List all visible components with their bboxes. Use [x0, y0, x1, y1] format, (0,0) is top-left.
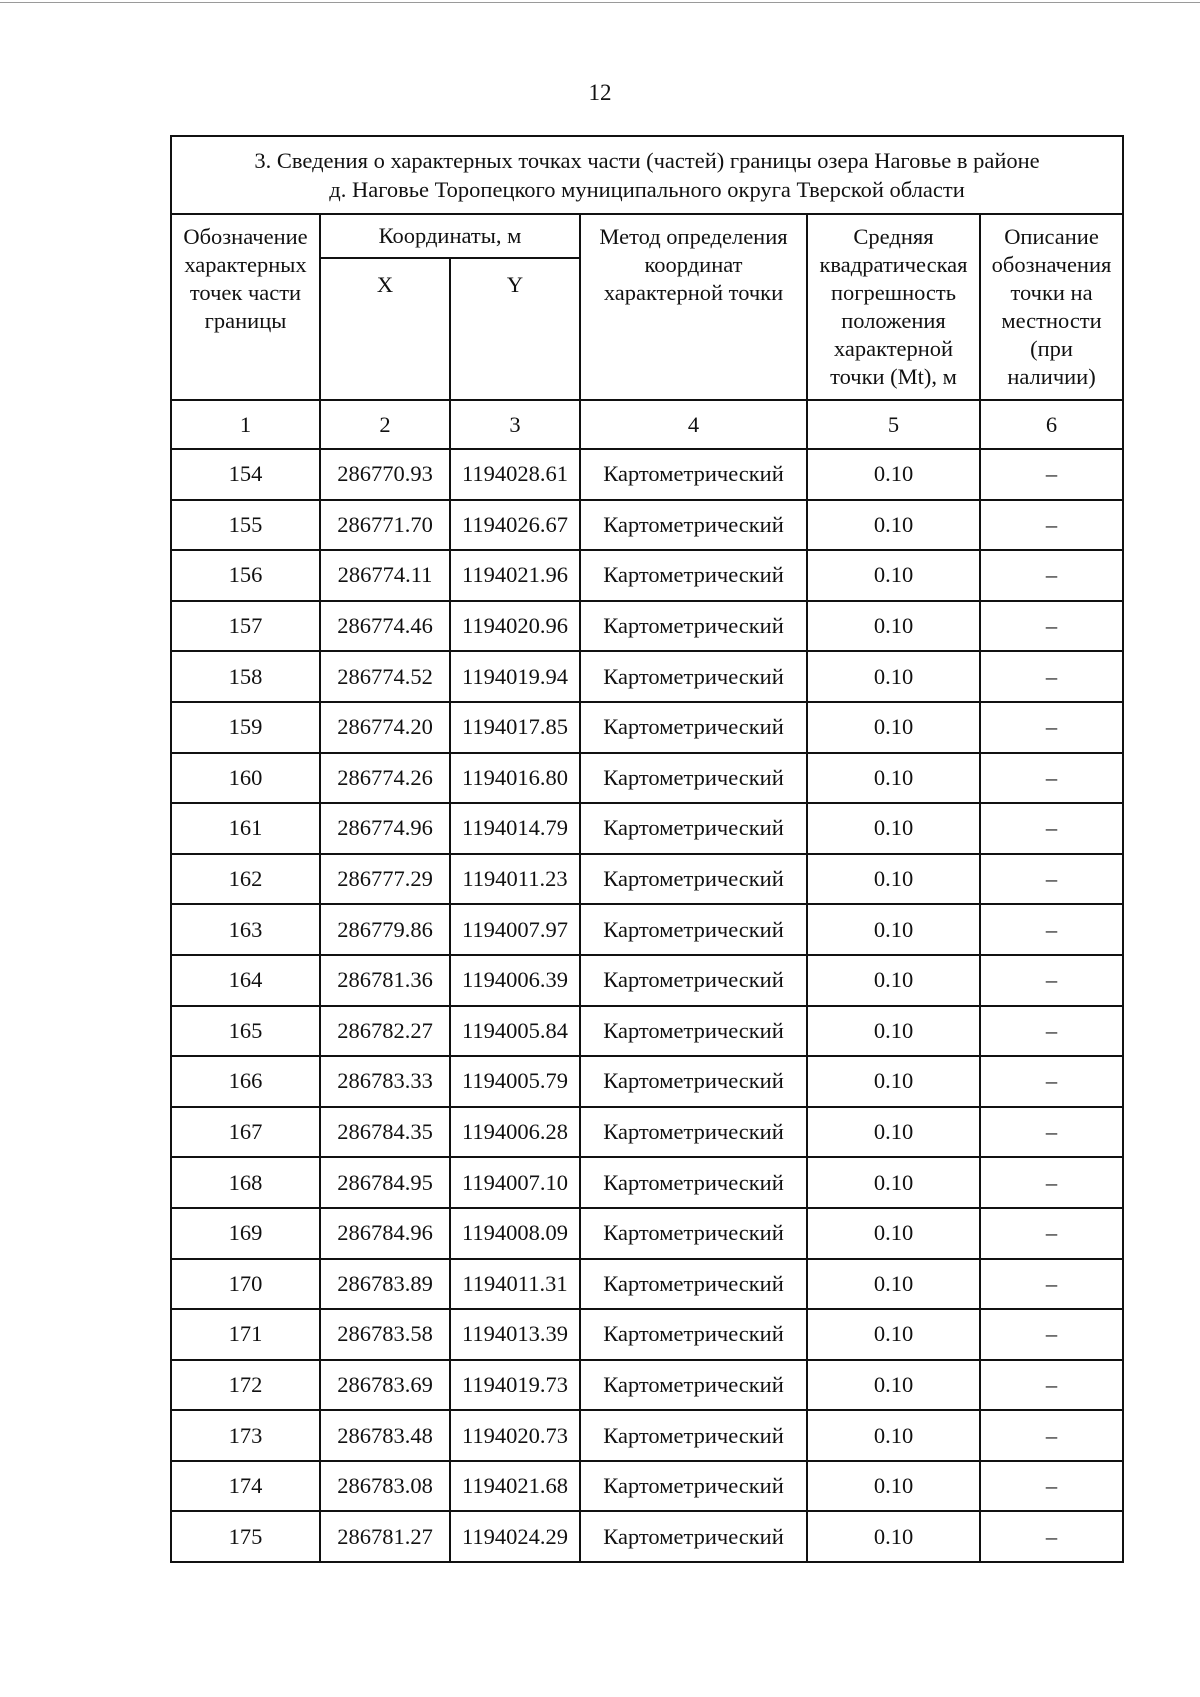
x-coordinate-cell: 286774.46 [320, 601, 450, 652]
header-method-line: координат [644, 252, 743, 277]
y-coordinate-cell: 1194011.31 [450, 1259, 580, 1310]
error-cell: 0.10 [807, 854, 980, 905]
method-cell: Картометрический [580, 1157, 807, 1208]
table-row [171, 500, 1123, 551]
x-coordinate-cell: 286783.69 [320, 1360, 450, 1411]
method-cell: Картометрический [580, 1259, 807, 1310]
x-coordinate-cell: 286782.27 [320, 1006, 450, 1057]
error-cell: 0.10 [807, 1511, 980, 1562]
table-row [171, 803, 1123, 854]
x-coordinate-cell: 286774.11 [320, 550, 450, 601]
description-cell: – [980, 550, 1123, 601]
x-coordinate-cell: 286781.27 [320, 1511, 450, 1562]
description-cell: – [980, 955, 1123, 1006]
method-cell: Картометрический [580, 1360, 807, 1411]
description-cell: – [980, 1511, 1123, 1562]
point-id-cell: 154 [171, 449, 320, 500]
description-cell: – [980, 601, 1123, 652]
description-cell: – [980, 753, 1123, 804]
table-row [171, 1157, 1123, 1208]
error-cell: 0.10 [807, 753, 980, 804]
table-row [171, 904, 1123, 955]
y-coordinate-cell: 1194019.94 [450, 651, 580, 702]
y-coordinate-cell: 1194026.67 [450, 500, 580, 551]
column-numbers-row [171, 400, 1123, 449]
point-id-cell: 167 [171, 1107, 320, 1158]
point-id-cell: 162 [171, 854, 320, 905]
description-cell: – [980, 1006, 1123, 1057]
column-number: 2 [320, 400, 450, 449]
header-point-designation-line: границы [204, 308, 287, 333]
error-cell: 0.10 [807, 1360, 980, 1411]
x-coordinate-cell: 286783.48 [320, 1410, 450, 1461]
point-id-cell: 164 [171, 955, 320, 1006]
table-row [171, 854, 1123, 905]
table-row [171, 1511, 1123, 1562]
error-cell: 0.10 [807, 1157, 980, 1208]
description-cell: – [980, 904, 1123, 955]
column-number: 6 [980, 400, 1123, 449]
header-description-line: местности [1001, 308, 1102, 333]
table-caption [171, 136, 1123, 214]
x-coordinate-cell: 286784.35 [320, 1107, 450, 1158]
table-row [171, 449, 1123, 500]
method-cell: Картометрический [580, 1107, 807, 1158]
table-row [171, 753, 1123, 804]
point-id-cell: 160 [171, 753, 320, 804]
method-cell: Картометрический [580, 651, 807, 702]
method-cell: Картометрический [580, 1309, 807, 1360]
point-id-cell: 159 [171, 702, 320, 753]
table-caption-line-1: 3. Сведения о характерных точках части (частей) границы озера Наговье в районе [254, 148, 1040, 173]
method-cell: Картометрический [580, 449, 807, 500]
y-coordinate-cell: 1194020.96 [450, 601, 580, 652]
header-point-designation-line: точек части [189, 280, 302, 305]
method-cell: Картометрический [580, 702, 807, 753]
table-row [171, 955, 1123, 1006]
header-description-line: обозначения [991, 252, 1112, 277]
header-error-line: точки (Mt), м [830, 364, 957, 389]
page-number: 12 [588, 80, 612, 105]
table-row [171, 1208, 1123, 1259]
y-coordinate-cell: 1194008.09 [450, 1208, 580, 1259]
y-coordinate-cell: 1194028.61 [450, 449, 580, 500]
point-id-cell: 173 [171, 1410, 320, 1461]
y-coordinate-cell: 1194014.79 [450, 803, 580, 854]
description-cell: – [980, 500, 1123, 551]
y-coordinate-cell: 1194017.85 [450, 702, 580, 753]
description-cell: – [980, 449, 1123, 500]
y-coordinate-cell: 1194016.80 [450, 753, 580, 804]
method-cell: Картометрический [580, 1410, 807, 1461]
error-cell: 0.10 [807, 1006, 980, 1057]
table-row [171, 601, 1123, 652]
y-coordinate-cell: 1194021.68 [450, 1461, 580, 1512]
y-coordinate-cell: 1194021.96 [450, 550, 580, 601]
description-cell: – [980, 651, 1123, 702]
column-number: 1 [171, 400, 320, 449]
method-cell: Картометрический [580, 1461, 807, 1512]
description-cell: – [980, 1309, 1123, 1360]
table-row [171, 651, 1123, 702]
x-coordinate-cell: 286783.58 [320, 1309, 450, 1360]
x-coordinate-cell: 286784.95 [320, 1157, 450, 1208]
y-coordinate-cell: 1194024.29 [450, 1511, 580, 1562]
point-id-cell: 169 [171, 1208, 320, 1259]
description-cell: – [980, 1259, 1123, 1310]
x-coordinate-cell: 286777.29 [320, 854, 450, 905]
error-cell: 0.10 [807, 1259, 980, 1310]
method-cell: Картометрический [580, 753, 807, 804]
error-cell: 0.10 [807, 702, 980, 753]
method-cell: Картометрический [580, 1511, 807, 1562]
error-cell: 0.10 [807, 955, 980, 1006]
description-cell: – [980, 803, 1123, 854]
point-id-cell: 157 [171, 601, 320, 652]
x-coordinate-cell: 286774.96 [320, 803, 450, 854]
method-cell: Картометрический [580, 904, 807, 955]
method-cell: Картометрический [580, 1208, 807, 1259]
point-id-cell: 166 [171, 1056, 320, 1107]
column-number: 3 [450, 400, 580, 449]
header-error-line: положения [841, 308, 946, 333]
header-error-line: погрешность [830, 280, 956, 305]
x-coordinate-cell: 286779.86 [320, 904, 450, 955]
method-cell: Картометрический [580, 500, 807, 551]
y-coordinate-cell: 1194005.84 [450, 1006, 580, 1057]
column-number: 4 [580, 400, 807, 449]
error-cell: 0.10 [807, 1461, 980, 1512]
header-description [980, 214, 1123, 400]
table-row [171, 1056, 1123, 1107]
y-coordinate-cell: 1194019.73 [450, 1360, 580, 1411]
table-row [171, 550, 1123, 601]
point-id-cell: 161 [171, 803, 320, 854]
table-body [171, 449, 1123, 1562]
table-row [171, 1006, 1123, 1057]
x-coordinate-cell: 286771.70 [320, 500, 450, 551]
description-cell: – [980, 1360, 1123, 1411]
header-error [807, 214, 980, 400]
x-coordinate-cell: 286783.33 [320, 1056, 450, 1107]
error-cell: 0.10 [807, 1107, 980, 1158]
description-cell: – [980, 1461, 1123, 1512]
method-cell: Картометрический [580, 550, 807, 601]
error-cell: 0.10 [807, 449, 980, 500]
description-cell: – [980, 1056, 1123, 1107]
description-cell: – [980, 854, 1123, 905]
y-coordinate-cell: 1194007.10 [450, 1157, 580, 1208]
y-coordinate-cell: 1194020.73 [450, 1410, 580, 1461]
x-coordinate-cell: 286783.89 [320, 1259, 450, 1310]
header-method [580, 214, 807, 400]
column-number: 5 [807, 400, 980, 449]
error-cell: 0.10 [807, 1056, 980, 1107]
boundary-points-table [170, 135, 1124, 1563]
header-error-line: Средняя [853, 224, 934, 249]
description-cell: – [980, 702, 1123, 753]
point-id-cell: 158 [171, 651, 320, 702]
description-cell: – [980, 1410, 1123, 1461]
header-method-line: характерной точки [603, 280, 784, 305]
header-point-designation-line: характерных [184, 252, 307, 277]
error-cell: 0.10 [807, 651, 980, 702]
point-id-cell: 163 [171, 904, 320, 955]
x-coordinate-cell: 286770.93 [320, 449, 450, 500]
method-cell: Картометрический [580, 803, 807, 854]
header-description-line: точки на [1010, 280, 1093, 305]
table-row [171, 1410, 1123, 1461]
y-coordinate-cell: 1194006.28 [450, 1107, 580, 1158]
top-rule [0, 2, 1200, 3]
point-id-cell: 155 [171, 500, 320, 551]
header-point-designation [171, 214, 320, 400]
table-row [171, 1309, 1123, 1360]
x-coordinate-cell: 286774.20 [320, 702, 450, 753]
y-coordinate-cell: 1194006.39 [450, 955, 580, 1006]
table-row [171, 1360, 1123, 1411]
method-cell: Картометрический [580, 601, 807, 652]
error-cell: 0.10 [807, 803, 980, 854]
error-cell: 0.10 [807, 500, 980, 551]
error-cell: 0.10 [807, 550, 980, 601]
header-x: X [320, 258, 450, 400]
header-method-line: Метод определения [599, 224, 788, 249]
y-coordinate-cell: 1194007.97 [450, 904, 580, 955]
description-cell: – [980, 1208, 1123, 1259]
point-id-cell: 156 [171, 550, 320, 601]
y-coordinate-cell: 1194005.79 [450, 1056, 580, 1107]
table-row [171, 1259, 1123, 1310]
table-row [171, 1461, 1123, 1512]
method-cell: Картометрический [580, 854, 807, 905]
table-caption-line-2: д. Наговье Торопецкого муниципального округа Тверской области [329, 177, 965, 202]
x-coordinate-cell: 286781.36 [320, 955, 450, 1006]
error-cell: 0.10 [807, 1309, 980, 1360]
x-coordinate-cell: 286774.52 [320, 651, 450, 702]
description-cell: – [980, 1157, 1123, 1208]
method-cell: Картометрический [580, 1006, 807, 1057]
point-id-cell: 165 [171, 1006, 320, 1057]
point-id-cell: 171 [171, 1309, 320, 1360]
error-cell: 0.10 [807, 904, 980, 955]
description-cell: – [980, 1107, 1123, 1158]
header-description-line: наличии) [1007, 364, 1096, 389]
point-id-cell: 174 [171, 1461, 320, 1512]
y-coordinate-cell: 1194011.23 [450, 854, 580, 905]
x-coordinate-cell: 286783.08 [320, 1461, 450, 1512]
x-coordinate-cell: 286774.26 [320, 753, 450, 804]
error-cell: 0.10 [807, 1208, 980, 1259]
header-error-line: квадратическая [819, 252, 968, 277]
header-error-line: характерной [833, 336, 954, 361]
point-id-cell: 170 [171, 1259, 320, 1310]
header-y: Y [450, 258, 580, 400]
error-cell: 0.10 [807, 1410, 980, 1461]
header-description-line: (при [1030, 336, 1073, 361]
y-coordinate-cell: 1194013.39 [450, 1309, 580, 1360]
error-cell: 0.10 [807, 601, 980, 652]
header-point-designation-line: Обозначение [183, 224, 308, 249]
point-id-cell: 172 [171, 1360, 320, 1411]
point-id-cell: 175 [171, 1511, 320, 1562]
table-row [171, 702, 1123, 753]
point-id-cell: 168 [171, 1157, 320, 1208]
table-row [171, 1107, 1123, 1158]
header-description-line: Описание [1004, 224, 1099, 249]
method-cell: Картометрический [580, 955, 807, 1006]
header-coordinates: Координаты, м [320, 214, 580, 258]
method-cell: Картометрический [580, 1056, 807, 1107]
x-coordinate-cell: 286784.96 [320, 1208, 450, 1259]
